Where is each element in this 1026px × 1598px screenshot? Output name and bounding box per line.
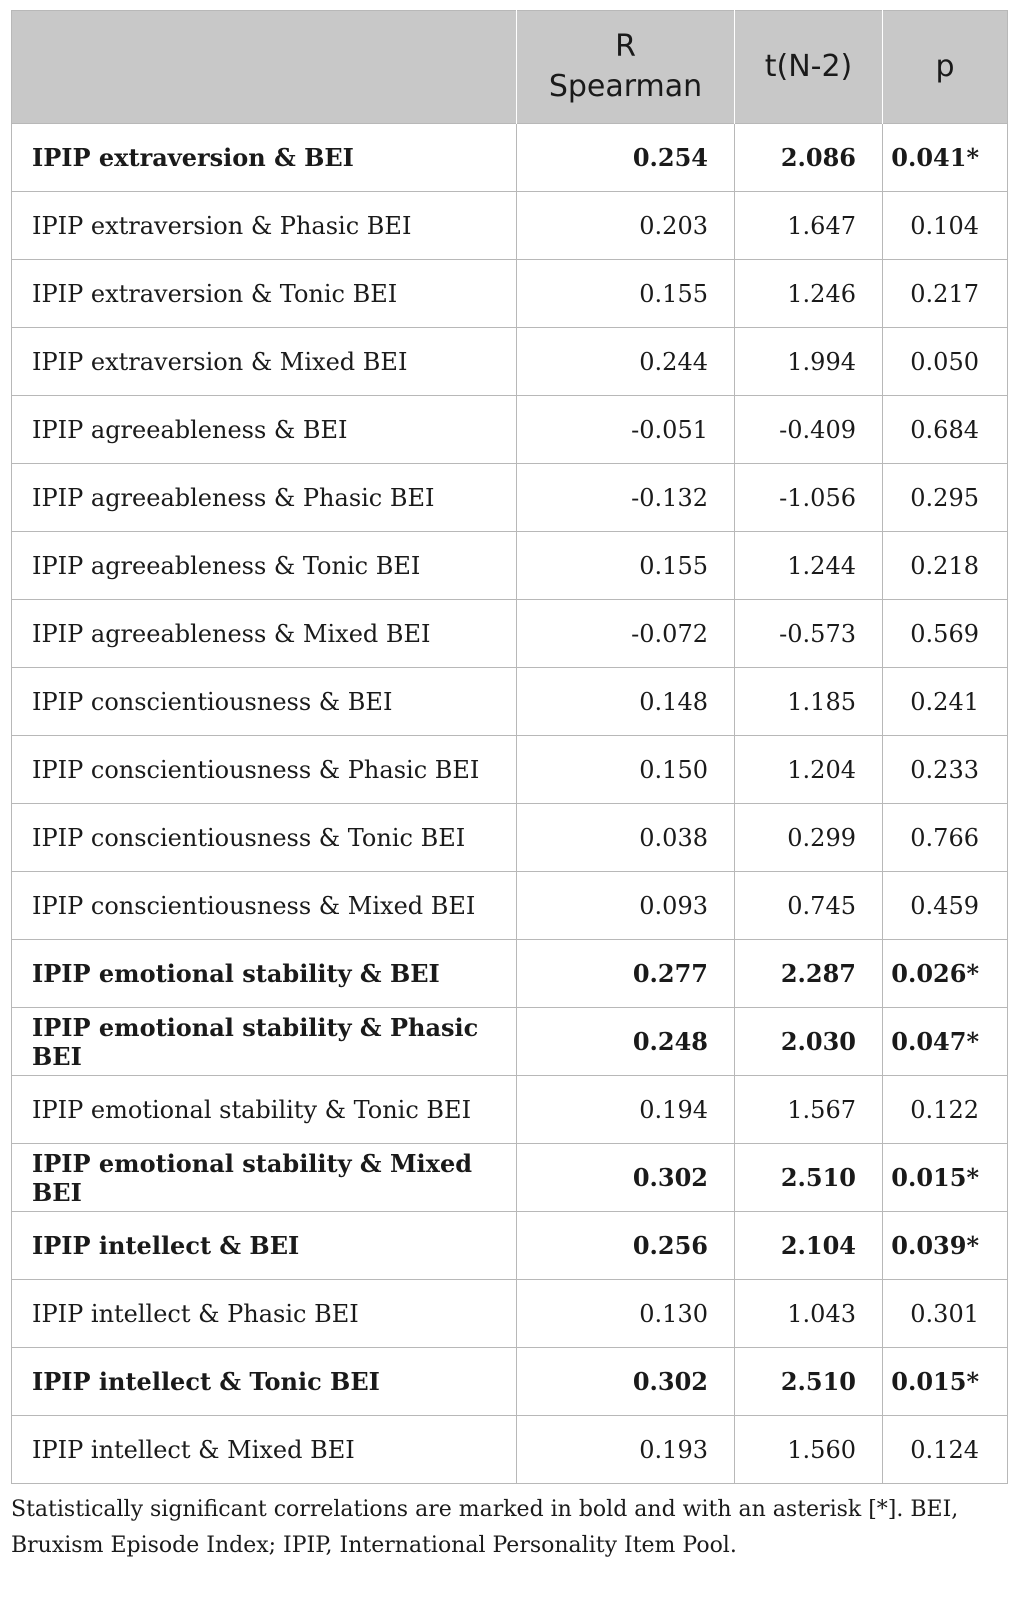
p-value-cell: 0.122 <box>883 1076 1008 1144</box>
p-value-cell: 0.104 <box>883 192 1008 260</box>
p-value-cell: 0.301 <box>883 1280 1008 1348</box>
table-row <box>12 600 1008 668</box>
table-header <box>12 11 1008 124</box>
row-label-cell: IPIP agreeableness & Phasic BEI <box>12 464 517 532</box>
header-p-value: p <box>883 11 1008 124</box>
table-row <box>12 124 1008 192</box>
p-value-cell: 0.241 <box>883 668 1008 736</box>
r-spearman-cell: -0.072 <box>517 600 735 668</box>
t-statistic-cell: 0.299 <box>735 804 883 872</box>
r-spearman-cell: 0.248 <box>517 1008 735 1076</box>
t-statistic-cell: 2.086 <box>735 124 883 192</box>
row-label-cell: IPIP intellect & BEI <box>12 1212 517 1280</box>
p-value-cell: 0.766 <box>883 804 1008 872</box>
row-label-cell: IPIP emotional stability & BEI <box>12 940 517 1008</box>
table-row <box>12 872 1008 940</box>
row-label-cell: IPIP intellect & Mixed BEI <box>12 1416 517 1484</box>
r-spearman-cell: 0.155 <box>517 532 735 600</box>
r-spearman-cell: 0.254 <box>517 124 735 192</box>
table-row <box>12 1280 1008 1348</box>
p-value-cell: 0.124 <box>883 1416 1008 1484</box>
r-spearman-cell: 0.038 <box>517 804 735 872</box>
p-value-cell: 0.026* <box>883 940 1008 1008</box>
row-label-cell: IPIP emotional stability & Mixed BEI <box>12 1144 517 1212</box>
row-label-cell: IPIP conscientiousness & Tonic BEI <box>12 804 517 872</box>
t-statistic-cell: 1.185 <box>735 668 883 736</box>
table-row <box>12 260 1008 328</box>
header-t-statistic: t(N-2) <box>735 11 883 124</box>
t-statistic-cell: 2.030 <box>735 1008 883 1076</box>
row-label-cell: IPIP intellect & Phasic BEI <box>12 1280 517 1348</box>
t-statistic-cell: 0.745 <box>735 872 883 940</box>
row-label-cell: IPIP conscientiousness & BEI <box>12 668 517 736</box>
table-row <box>12 328 1008 396</box>
row-label-cell: IPIP extraversion & BEI <box>12 124 517 192</box>
header-r-spearman-text: R Spearman <box>548 29 703 104</box>
t-statistic-cell: -1.056 <box>735 464 883 532</box>
row-label-cell: IPIP agreeableness & Tonic BEI <box>12 532 517 600</box>
r-spearman-cell: 0.203 <box>517 192 735 260</box>
table-row <box>12 940 1008 1008</box>
r-spearman-cell: 0.148 <box>517 668 735 736</box>
row-label-cell: IPIP extraversion & Mixed BEI <box>12 328 517 396</box>
p-value-cell: 0.218 <box>883 532 1008 600</box>
table-row <box>12 736 1008 804</box>
t-statistic-cell: -0.409 <box>735 396 883 464</box>
row-label-cell: IPIP conscientiousness & Phasic BEI <box>12 736 517 804</box>
r-spearman-cell: 0.093 <box>517 872 735 940</box>
correlation-table <box>11 10 1008 1484</box>
t-statistic-cell: 1.043 <box>735 1280 883 1348</box>
table-row <box>12 532 1008 600</box>
t-statistic-cell: 2.287 <box>735 940 883 1008</box>
header-r-spearman <box>517 11 735 124</box>
r-spearman-cell: 0.150 <box>517 736 735 804</box>
r-spearman-cell: -0.132 <box>517 464 735 532</box>
t-statistic-cell: 1.244 <box>735 532 883 600</box>
t-statistic-cell: 1.647 <box>735 192 883 260</box>
t-statistic-cell: -0.573 <box>735 600 883 668</box>
p-value-cell: 0.233 <box>883 736 1008 804</box>
p-value-cell: 0.295 <box>883 464 1008 532</box>
r-spearman-cell: 0.256 <box>517 1212 735 1280</box>
table-row <box>12 192 1008 260</box>
r-spearman-cell: 0.193 <box>517 1416 735 1484</box>
r-spearman-cell: 0.302 <box>517 1348 735 1416</box>
table-row <box>12 668 1008 736</box>
table-row <box>12 804 1008 872</box>
row-label-cell: IPIP extraversion & Phasic BEI <box>12 192 517 260</box>
r-spearman-cell: 0.302 <box>517 1144 735 1212</box>
table-row <box>12 1348 1008 1416</box>
t-statistic-cell: 1.567 <box>735 1076 883 1144</box>
t-statistic-cell: 2.104 <box>735 1212 883 1280</box>
row-label-cell: IPIP conscientiousness & Mixed BEI <box>12 872 517 940</box>
table-body <box>12 124 1008 1484</box>
r-spearman-cell: 0.244 <box>517 328 735 396</box>
r-spearman-cell: 0.130 <box>517 1280 735 1348</box>
r-spearman-cell: 0.155 <box>517 260 735 328</box>
p-value-cell: 0.041* <box>883 124 1008 192</box>
table-row <box>12 1008 1008 1076</box>
p-value-cell: 0.217 <box>883 260 1008 328</box>
row-label-cell: IPIP emotional stability & Phasic BEI <box>12 1008 517 1076</box>
table-row <box>12 1212 1008 1280</box>
table-row <box>12 1416 1008 1484</box>
t-statistic-cell: 1.560 <box>735 1416 883 1484</box>
t-statistic-cell: 2.510 <box>735 1348 883 1416</box>
t-statistic-cell: 1.246 <box>735 260 883 328</box>
row-label-cell: IPIP extraversion & Tonic BEI <box>12 260 517 328</box>
r-spearman-cell: 0.277 <box>517 940 735 1008</box>
p-value-cell: 0.015* <box>883 1144 1008 1212</box>
table-footnote: Statistically significant correlations are marked in bold and with an asterisk [*]. BEI, Bruxism Episode Index; IPIP, International Personality Item Pool. <box>11 1497 959 1558</box>
row-label-cell: IPIP agreeableness & BEI <box>12 396 517 464</box>
table-row <box>12 464 1008 532</box>
row-label-cell: IPIP emotional stability & Tonic BEI <box>12 1076 517 1144</box>
table-row <box>12 1144 1008 1212</box>
p-value-cell: 0.569 <box>883 600 1008 668</box>
p-value-cell: 0.047* <box>883 1008 1008 1076</box>
correlation-table-container <box>11 10 1007 1484</box>
r-spearman-cell: 0.194 <box>517 1076 735 1144</box>
row-label-cell: IPIP agreeableness & Mixed BEI <box>12 600 517 668</box>
p-value-cell: 0.050 <box>883 328 1008 396</box>
r-spearman-cell: -0.051 <box>517 396 735 464</box>
p-value-cell: 0.459 <box>883 872 1008 940</box>
p-value-cell: 0.015* <box>883 1348 1008 1416</box>
p-value-cell: 0.684 <box>883 396 1008 464</box>
p-value-cell: 0.039* <box>883 1212 1008 1280</box>
header-row <box>12 11 1008 124</box>
t-statistic-cell: 2.510 <box>735 1144 883 1212</box>
row-label-cell: IPIP intellect & Tonic BEI <box>12 1348 517 1416</box>
table-row <box>12 396 1008 464</box>
table-row <box>12 1076 1008 1144</box>
t-statistic-cell: 1.994 <box>735 328 883 396</box>
header-label-column <box>12 11 517 124</box>
t-statistic-cell: 1.204 <box>735 736 883 804</box>
